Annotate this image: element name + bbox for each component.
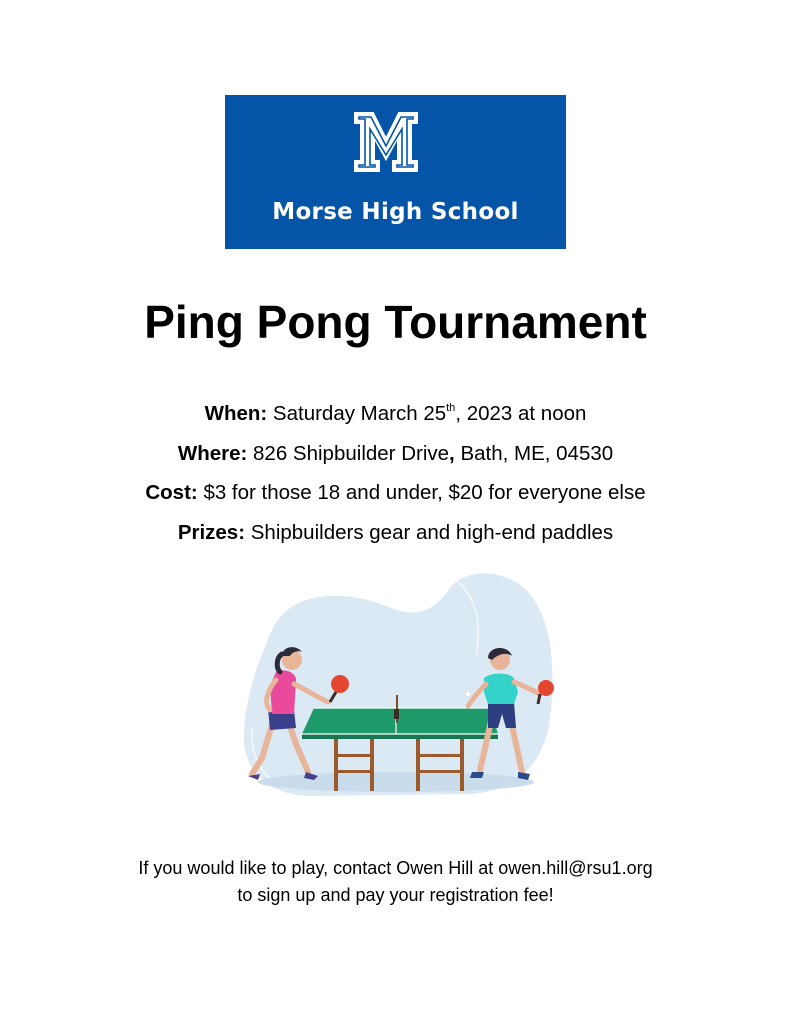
- contact-info: [0, 855, 791, 909]
- where-label: Where:: [177, 441, 248, 465]
- ping-pong-players-illustration: [236, 568, 556, 800]
- page-title: Ping Pong Tournament: [144, 296, 647, 348]
- ping-pong-ball-icon: [465, 691, 471, 697]
- where-city: Bath, ME, 04530: [454, 441, 614, 465]
- cost-value: $3 for those 18 and under, $20 for everyone else: [203, 481, 646, 504]
- when-label: When:: [204, 402, 268, 425]
- cost-line: [0, 477, 791, 517]
- where-street: 826 Shipbuilder Drive: [253, 441, 450, 465]
- floor-shadow: [258, 772, 534, 792]
- when-line: [0, 398, 791, 438]
- event-details: [0, 398, 791, 556]
- where-line: [0, 438, 791, 478]
- when-time: , 2023 at noon: [455, 402, 587, 425]
- contact-line-1: If you would like to play, contact Owen Hill at owen.hill@rsu1.org: [138, 858, 653, 878]
- school-name: Morse High School: [272, 199, 519, 225]
- prizes-value: Shipbuilders gear and high-end paddles: [250, 520, 614, 544]
- school-logo: [225, 95, 566, 249]
- prizes-label: Prizes:: [177, 520, 246, 544]
- contact-line-2: to sign up and pay your registration fee!: [237, 885, 554, 905]
- school-m-emblem-icon: [353, 111, 419, 173]
- cost-label: Cost:: [145, 481, 198, 504]
- prizes-line: [0, 517, 791, 557]
- when-ordinal: th: [446, 402, 456, 414]
- when-date: Saturday March 25: [272, 402, 447, 425]
- where-comma: ,: [449, 441, 455, 465]
